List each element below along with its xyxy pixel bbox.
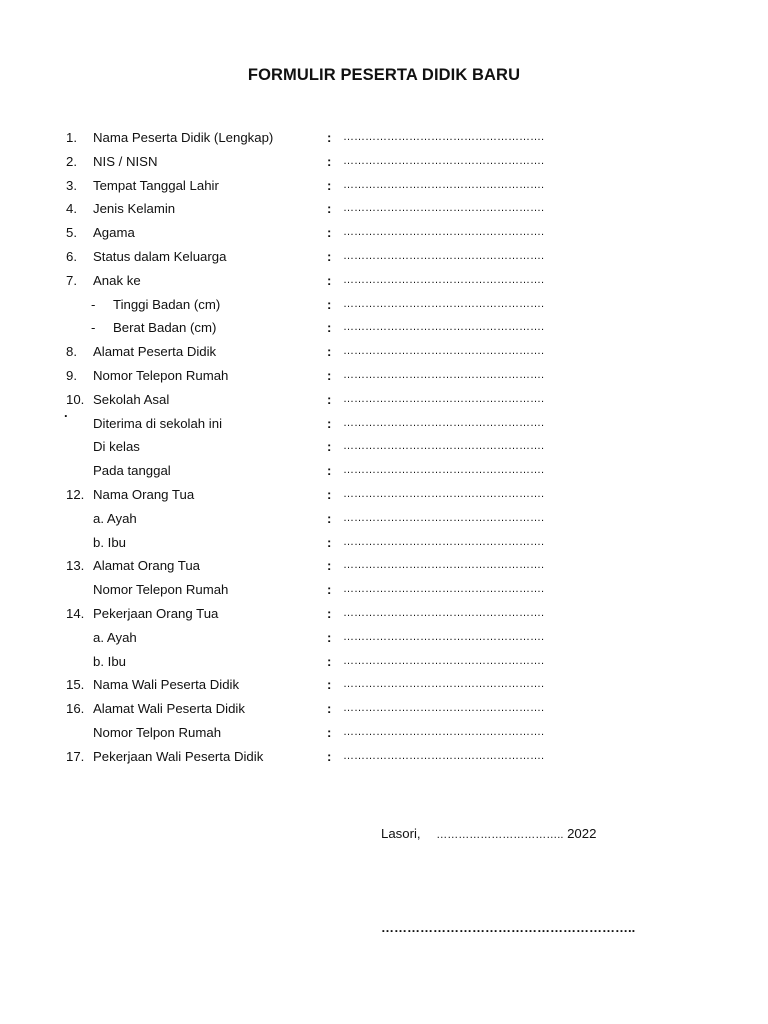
form-row xyxy=(0,554,768,578)
signature-year: 2022 xyxy=(567,826,597,841)
signature-place-date xyxy=(381,826,596,841)
form-row xyxy=(0,673,768,697)
row-fill-line[interactable]: ………………………………………………. xyxy=(343,678,545,691)
row-fill-line[interactable]: ………………………………………………. xyxy=(343,630,545,643)
row-fill-line[interactable]: ………………………………………………. xyxy=(343,392,545,405)
row-label: Alamat Peserta Didik xyxy=(93,344,217,360)
row-label: Tempat Tanggal Lahir xyxy=(93,177,219,193)
row-number: 17. xyxy=(66,748,85,764)
form-row xyxy=(0,578,768,602)
row-number: 10. xyxy=(66,391,85,407)
row-bullet: - xyxy=(91,320,96,336)
row-colon: : xyxy=(327,558,332,574)
row-colon: : xyxy=(327,344,332,360)
row-label: Tinggi Badan (cm) xyxy=(113,296,221,312)
row-number: 7. xyxy=(66,272,77,288)
form-row xyxy=(0,150,768,174)
row-label: Jenis Kelamin xyxy=(93,201,176,217)
row-colon: : xyxy=(327,510,332,526)
row-fill-line[interactable]: ………………………………………………. xyxy=(343,606,545,619)
row-colon: : xyxy=(327,486,332,502)
row-label: Nama Wali Peserta Didik xyxy=(93,677,240,693)
row-fill-line[interactable]: ………………………………………………. xyxy=(343,345,545,358)
row-colon: : xyxy=(327,605,332,621)
row-fill-line[interactable]: ………………………………………………. xyxy=(343,273,545,286)
form-row xyxy=(0,174,768,198)
row-label: Pekerjaan Wali Peserta Didik xyxy=(93,748,264,764)
row-number: 5. xyxy=(66,225,77,241)
row-number: 1. xyxy=(66,130,77,145)
row-colon: : xyxy=(327,391,332,407)
row-colon: : xyxy=(327,582,332,598)
row-colon: : xyxy=(327,201,332,217)
form-row xyxy=(0,483,768,507)
form-row xyxy=(0,602,768,626)
row-colon: : xyxy=(327,153,332,169)
row-number: 2. xyxy=(66,153,77,169)
row-colon: : xyxy=(327,724,332,740)
row-fill-line[interactable]: ………………………………………………. xyxy=(343,368,545,381)
row-colon: : xyxy=(327,534,332,550)
form-row xyxy=(0,269,768,293)
row-colon: : xyxy=(327,701,332,717)
row-fill-line[interactable]: ………………………………………………. xyxy=(343,487,545,500)
row-label: Nama Peserta Didik (Lengkap) xyxy=(93,130,274,145)
row-colon: : xyxy=(327,748,332,764)
signature-date-dots[interactable]: …………………………….. xyxy=(436,829,564,841)
row-fill-line[interactable]: ………………………………………………. xyxy=(343,131,545,143)
row-label: Sekolah Asal xyxy=(93,391,170,407)
form-row xyxy=(0,531,768,555)
form-row xyxy=(0,745,768,769)
row-label: Agama xyxy=(93,225,135,241)
form-row xyxy=(0,126,768,150)
row-fill-line[interactable]: ………………………………………………. xyxy=(343,440,545,453)
form-row xyxy=(0,293,768,317)
row-fill-line[interactable]: ………………………………………………. xyxy=(343,249,545,262)
row-number: 8. xyxy=(66,344,77,360)
row-colon: : xyxy=(327,439,332,455)
row-fill-line[interactable]: ………………………………………………. xyxy=(343,749,545,762)
row-fill-line[interactable]: ………………………………………………. xyxy=(343,535,545,548)
row-label: Diterima di sekolah ini xyxy=(93,415,222,431)
row-label: NIS / NISN xyxy=(93,153,158,169)
form-row xyxy=(0,197,768,221)
row-colon: : xyxy=(327,463,332,479)
row-number: 3. xyxy=(66,177,77,193)
form-row xyxy=(0,650,768,674)
form-row xyxy=(0,316,768,340)
row-fill-line[interactable]: ………………………………………………. xyxy=(343,154,545,167)
form-row xyxy=(0,340,768,364)
form-row xyxy=(0,507,768,531)
row-colon: : xyxy=(327,629,332,645)
row-label: Pada tanggal xyxy=(93,463,171,479)
row-label: Alamat Orang Tua xyxy=(93,558,201,574)
row-label: a. Ayah xyxy=(93,510,137,526)
row-number: 4. xyxy=(66,201,77,217)
row-colon: : xyxy=(327,130,332,145)
form-title: FORMULIR PESERTA DIDIK BARU xyxy=(247,66,521,84)
row-number: 14. xyxy=(66,605,85,621)
row-label: Nomor Telepon Rumah xyxy=(93,582,229,598)
row-fill-line[interactable]: ………………………………………………. xyxy=(343,416,545,429)
row-label: b. Ibu xyxy=(93,653,126,669)
row-label: Berat Badan (cm) xyxy=(113,320,217,336)
row-number: 6. xyxy=(66,248,77,264)
row-number: 16. xyxy=(66,701,85,717)
row-number: 9. xyxy=(66,367,77,383)
row-fill-line[interactable]: ………………………………………………. xyxy=(343,654,545,667)
row-number: 13. xyxy=(66,558,85,574)
row-colon: : xyxy=(327,367,332,383)
row-number: 15. xyxy=(66,677,85,693)
row-label: Nama Orang Tua xyxy=(93,486,195,502)
row-label: Pekerjaan Orang Tua xyxy=(93,605,219,621)
row-colon: : xyxy=(327,177,332,193)
form-row xyxy=(0,697,768,721)
row-label: Di kelas xyxy=(93,439,140,455)
row-label: a. Ayah xyxy=(93,629,137,645)
form-row xyxy=(0,412,768,436)
row-fill-line[interactable]: ………………………………………………. xyxy=(343,559,545,572)
row-fill-line[interactable]: ………………………………………………. xyxy=(343,511,545,524)
row-number: 12. xyxy=(66,486,85,502)
row-fill-line[interactable]: ………………………………………………. xyxy=(343,297,545,310)
row-colon: : xyxy=(327,415,332,431)
row-colon: : xyxy=(327,272,332,288)
form-row xyxy=(0,388,768,412)
row-label: Alamat Wali Peserta Didik xyxy=(93,701,245,717)
row-bullet: - xyxy=(91,296,96,312)
row-label: Nomor Telpon Rumah xyxy=(93,724,222,740)
row-label: Anak ke xyxy=(93,272,141,288)
row-fill-line[interactable]: ………………………………………………. xyxy=(343,725,545,738)
row-fill-line[interactable]: ………………………………………………. xyxy=(343,583,545,596)
form-row xyxy=(0,721,768,745)
row-fill-line[interactable]: ………………………………………………. xyxy=(343,702,545,715)
row-fill-line[interactable]: ………………………………………………. xyxy=(343,321,545,334)
form-row xyxy=(0,626,768,650)
form-row xyxy=(0,245,768,269)
row-colon: : xyxy=(327,677,332,693)
row-label: Nomor Telepon Rumah xyxy=(93,367,229,383)
form-row xyxy=(0,221,768,245)
row-colon: : xyxy=(327,653,332,669)
form-row xyxy=(0,435,768,459)
row-colon: : xyxy=(327,248,332,264)
form-row xyxy=(0,364,768,388)
row-colon: : xyxy=(327,225,332,241)
row-fill-line[interactable]: ………………………………………………. xyxy=(343,202,545,215)
row-label: b. Ibu xyxy=(93,534,126,550)
form-fields xyxy=(0,126,768,769)
row-fill-line[interactable]: ………………………………………………. xyxy=(343,226,545,239)
signature-name-line[interactable]: ………………………………………………….. xyxy=(381,920,636,935)
stray-mark: . xyxy=(64,405,68,420)
row-fill-line[interactable]: ………………………………………………. xyxy=(343,178,545,191)
row-label: Status dalam Keluarga xyxy=(93,248,227,264)
row-colon: : xyxy=(327,296,332,312)
form-row xyxy=(0,459,768,483)
signature-place: Lasori, xyxy=(381,826,421,841)
row-fill-line[interactable]: ………………………………………………. xyxy=(343,464,545,477)
row-colon: : xyxy=(327,320,332,336)
